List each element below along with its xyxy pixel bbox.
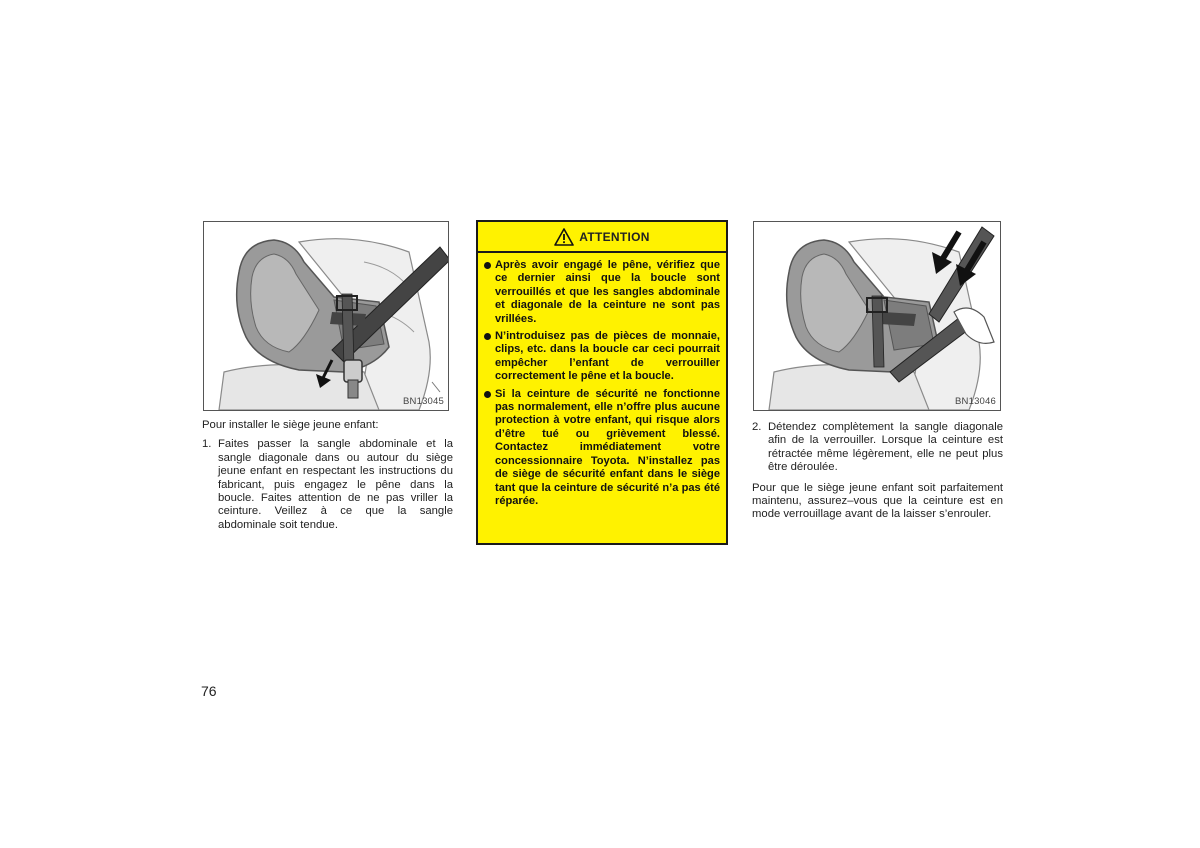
step-2: [752, 421, 1003, 475]
warning-item: [484, 388, 720, 509]
warning-item-text: Si la ceinture de sécurité ne fonctionne pas normalement, elle n’offre plus aucune protection à votre enfant, qui risque alors d’être tué ou grièvement blessé. Contactez immédiatement votre concessionnaire Toyota. N’installez pas de siège de sécurité enfant dans le siège tant que la ceinture de sécurité n’a pas été réparée.: [495, 387, 720, 507]
warning-box: [476, 220, 728, 545]
figure-code: BN13045: [402, 396, 444, 407]
step-text: Détendez complètement la sangle diagonale afin de la verrouiller. Lorsque la ceinture est rétractée même légèrement, elle ne peut plus être déroulée.: [768, 421, 1003, 474]
step-number: 1.: [202, 438, 212, 451]
figure-code: BN13046: [954, 396, 996, 407]
step-1: [202, 438, 453, 532]
warning-item: [484, 259, 720, 326]
warning-item: [484, 330, 720, 384]
intro-text: Pour installer le siège jeune enfant:: [202, 419, 379, 431]
warning-body: [478, 253, 726, 508]
warning-item-text: Après avoir engagé le pêne, vérifiez que ce dernier ainsi que la boucle sont verrouillés et que les sangles abdominale et diagonale de la ceinture ne sont pas vrillées.: [495, 259, 720, 325]
bullet-icon: [484, 262, 491, 269]
retract-drawing: [754, 222, 1000, 410]
step-number: 2.: [752, 421, 762, 433]
illustration-belt-retract: [753, 221, 1001, 411]
bullet-icon: [484, 391, 491, 398]
right-column: [752, 421, 1003, 522]
warning-title: ATTENTION: [579, 229, 650, 244]
warning-triangle-icon: [554, 228, 574, 246]
left-column: [202, 419, 453, 532]
child-seat-drawing: [204, 222, 448, 410]
illustration-seatbelt-buckle: [203, 221, 449, 411]
bullet-icon: [484, 333, 491, 340]
warning-header: [478, 222, 726, 253]
page-number: 76: [201, 683, 217, 699]
step-text: Faites passer la sangle abdominale et la sangle diagonale dans ou autour du siège jeune enfant en respectant les instructions du fabricant, puis engagez le pêne dans la boucle. Faites attention de ne pas vriller la ceinture. Veillez à ce que la sangle abdominale soit tendue.: [218, 438, 453, 531]
warning-item-text: N’introduisez pas de pièces de monnaie, clips, etc. dans la boucle car ceci pourrait empêcher l’enfant de verrouiller correctement le pêne et la boucle.: [495, 330, 720, 383]
locking-paragraph: Pour que le siège jeune enfant soit parfaitement maintenu, assurez–vous que la ceinture est en mode verrouillage avant de la laisser s’enrouler.: [752, 481, 1003, 521]
